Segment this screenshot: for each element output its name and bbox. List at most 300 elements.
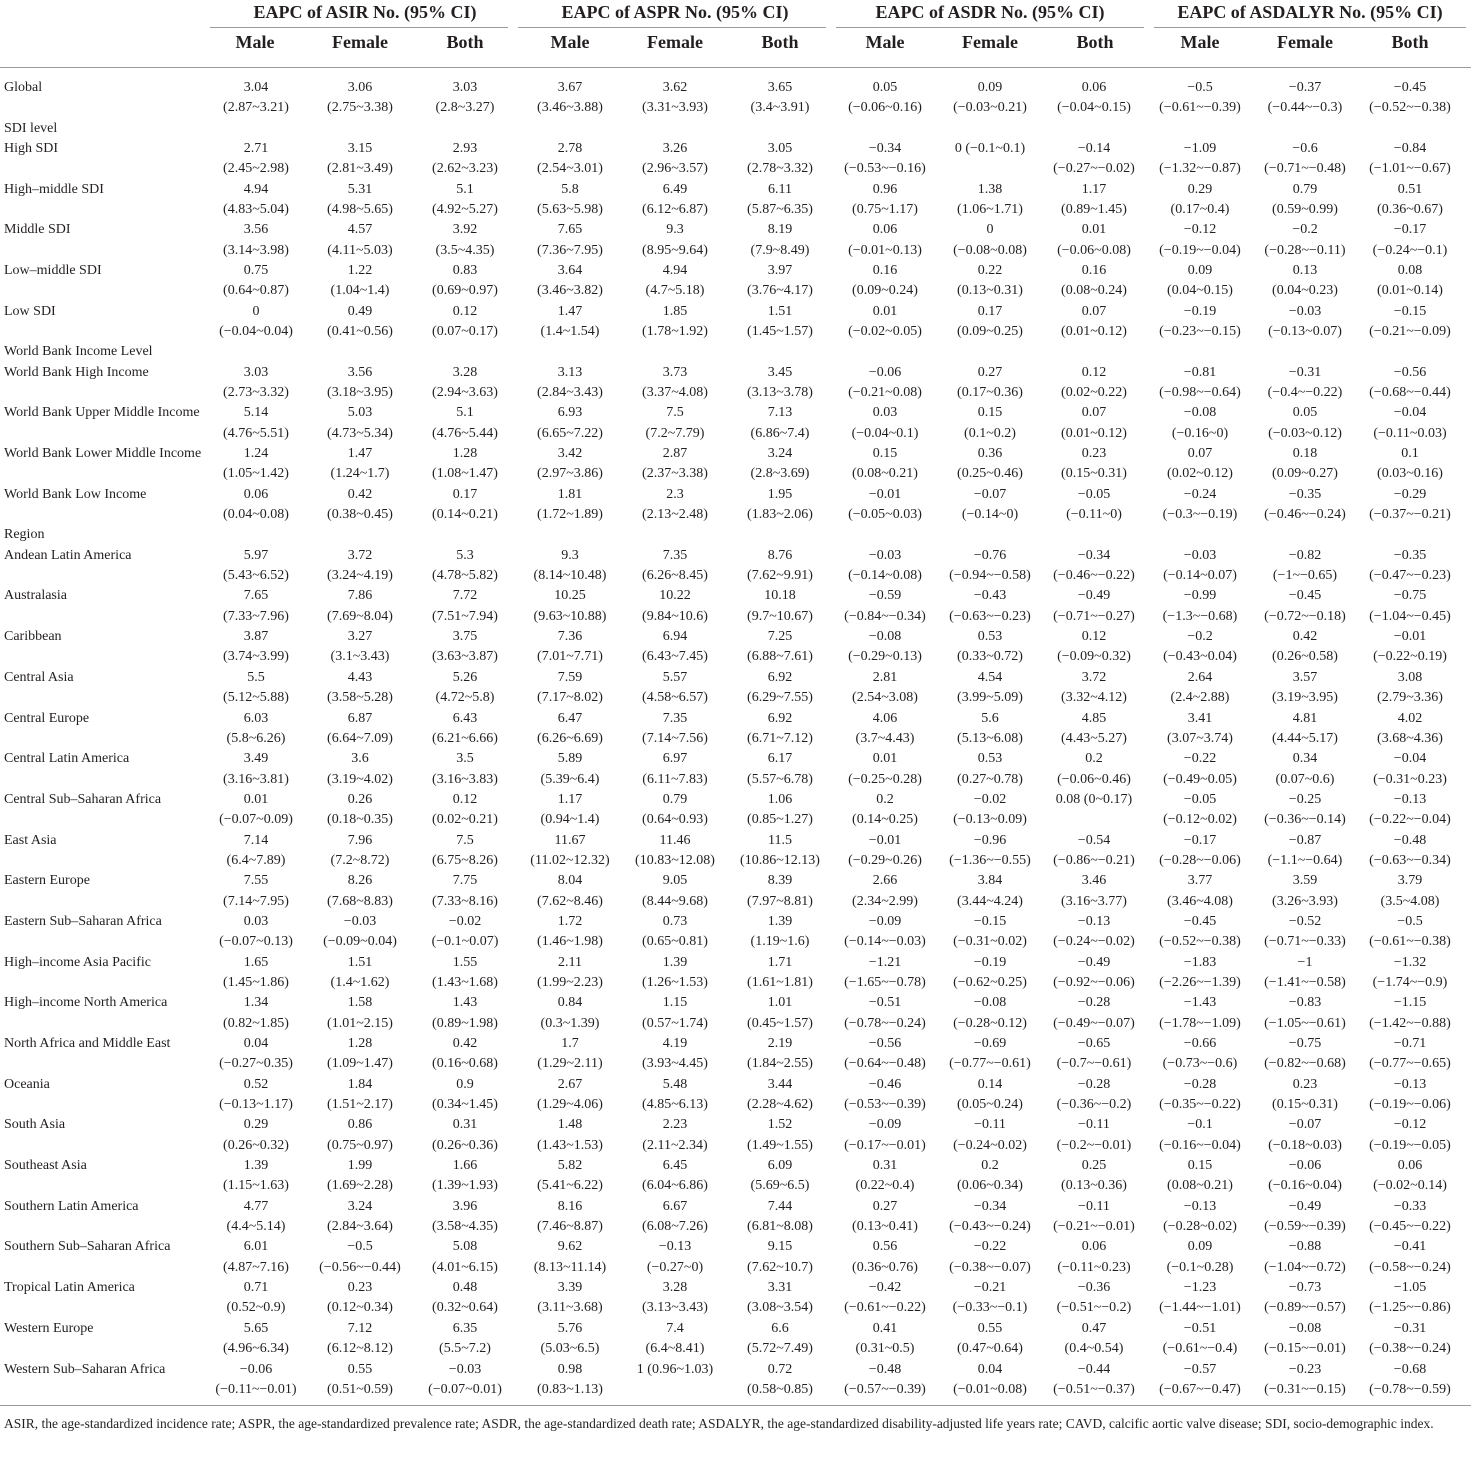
table-cell <box>620 1156 730 1197</box>
cell-ci: (−0.01~0.08) <box>953 1381 1027 1397</box>
table-cell <box>410 1237 520 1278</box>
table-cell <box>620 180 730 221</box>
cell-value: 0.75 <box>243 263 269 279</box>
cell-value: −0.45 <box>1288 588 1322 604</box>
table-cell <box>1039 1197 1149 1238</box>
table-cell <box>410 78 520 119</box>
table-cell <box>1145 1360 1255 1401</box>
cell-value: −1.32 <box>1393 954 1427 970</box>
table-cell <box>1039 627 1149 668</box>
cell-ci: (6.12~8.12) <box>327 1341 393 1357</box>
table-cell <box>725 953 835 994</box>
cell-value: 5.82 <box>557 1158 583 1174</box>
table-cell <box>201 485 311 526</box>
cell-ci: (2.8~3.69) <box>750 466 810 482</box>
table-cell <box>830 709 940 750</box>
cell-value: 3.57 <box>1292 669 1318 685</box>
table-cell <box>305 1319 415 1360</box>
cell-ci: (−0.06~0.46) <box>1057 771 1131 787</box>
cell-value: 3.96 <box>452 1198 478 1214</box>
cell-ci: (7.17~8.02) <box>537 690 603 706</box>
cell-value: 8.39 <box>767 873 793 889</box>
row-label: Andean Latin America <box>4 547 132 563</box>
cell-value: −0.51 <box>868 995 902 1011</box>
table-cell <box>515 261 625 302</box>
cell-value: 3.79 <box>1397 873 1423 889</box>
table-cell <box>1039 668 1149 709</box>
table-cell <box>1145 1237 1255 1278</box>
table-cell <box>830 1278 940 1319</box>
cell-ci: (6.21~6.66) <box>432 730 498 746</box>
table-cell <box>1355 993 1465 1034</box>
cell-value: 0.03 <box>872 405 898 421</box>
cell-value: 0.31 <box>872 1158 898 1174</box>
cell-value: 7.35 <box>662 547 688 563</box>
cell-value: 4.77 <box>243 1198 269 1214</box>
table-cell <box>620 302 730 343</box>
table-cell <box>1355 363 1465 404</box>
cell-ci: (9.84~10.6) <box>642 608 708 624</box>
table-cell <box>725 1115 835 1156</box>
table-cell <box>830 1237 940 1278</box>
table-cell <box>1355 1115 1465 1156</box>
table-cell <box>725 912 835 953</box>
table-cell <box>1355 1156 1465 1197</box>
cell-ci: (5.63~5.98) <box>537 201 603 217</box>
table-cell <box>1355 790 1465 831</box>
section-label: SDI level <box>4 120 58 136</box>
cell-value: −0.03 <box>343 913 377 929</box>
cell-ci: (0.13~0.41) <box>852 1219 918 1235</box>
cell-value: 0.07 <box>1081 405 1107 421</box>
cell-ci: (6.4~8.41) <box>645 1341 705 1357</box>
cell-value: 0.47 <box>1081 1320 1107 1336</box>
table-cell <box>935 363 1045 404</box>
row-label: North Africa and Middle East <box>4 1036 171 1052</box>
table-cell <box>201 78 311 119</box>
table-cell <box>1250 403 1360 444</box>
cell-value: 0.25 <box>1081 1158 1107 1174</box>
table-cell <box>515 831 625 872</box>
cell-value: −0.42 <box>868 1280 902 1296</box>
table-cell <box>305 78 415 119</box>
cell-value: 0.06 <box>872 222 898 238</box>
table-cell <box>1145 1197 1255 1238</box>
row-label: Western Europe <box>4 1320 94 1336</box>
table-cell <box>725 627 835 668</box>
cell-value: 0.09 <box>977 80 1003 95</box>
cell-ci: (−0.19~−0.05) <box>1369 1137 1451 1153</box>
cell-ci: (0.27~0.78) <box>957 771 1023 787</box>
cell-value: −0.54 <box>1077 832 1111 848</box>
cell-value: 4.43 <box>347 669 373 685</box>
section-header-row <box>0 342 1471 362</box>
cell-ci: (0.26~0.32) <box>223 1137 289 1153</box>
cell-value: 1.47 <box>557 303 583 319</box>
table-cell <box>935 831 1045 872</box>
cell-value: −0.19 <box>1183 303 1217 319</box>
table-cell <box>935 1075 1045 1116</box>
cell-value: 3.04 <box>243 80 269 95</box>
cell-ci: (4.85~6.13) <box>642 1097 708 1112</box>
cell-ci: (−1.25~−0.86) <box>1369 1300 1451 1316</box>
cell-ci: (−1.74~−0.9) <box>1372 974 1448 990</box>
cell-ci: (−0.57~−0.39) <box>844 1381 926 1397</box>
cell-value: 2.87 <box>662 446 688 462</box>
table-cell <box>1145 668 1255 709</box>
cell-ci: (−1.05~−0.61) <box>1264 1015 1346 1031</box>
table-cell <box>830 668 940 709</box>
cell-value: 1.51 <box>347 954 373 970</box>
table-cell <box>725 261 835 302</box>
cell-ci: (4.72~5.8) <box>435 690 495 706</box>
table-cell <box>1355 302 1465 343</box>
table-cell <box>410 363 520 404</box>
table-cell <box>1145 1156 1255 1197</box>
cell-ci: (−0.84~−0.34) <box>844 608 926 624</box>
cell-value: 0.2 <box>876 791 894 807</box>
cell-value: −1.05 <box>1393 1280 1427 1296</box>
cell-value: 0.23 <box>347 1280 373 1296</box>
cell-ci: (5.12~5.88) <box>223 690 289 706</box>
cell-value: −0.09 <box>868 913 902 929</box>
header-rule <box>0 67 1471 68</box>
cell-value: −0.13 <box>1393 791 1427 807</box>
cell-ci: (1.09~1.47) <box>327 1056 393 1072</box>
cell-ci: (7.2~7.79) <box>645 425 705 441</box>
cell-ci: (3.16~3.77) <box>1061 893 1127 909</box>
cell-value: 3.46 <box>1081 873 1107 889</box>
cell-value: 3.24 <box>347 1198 373 1214</box>
cell-ci: (0.08~0.24) <box>1061 283 1127 299</box>
cell-ci: (2.37~3.38) <box>642 466 708 482</box>
group-underline <box>210 27 508 28</box>
table-cell <box>620 139 730 180</box>
cell-value: −0.13 <box>658 1239 692 1255</box>
table-cell <box>515 1197 625 1238</box>
table-cell <box>201 1197 311 1238</box>
cell-value: 10.25 <box>554 588 586 604</box>
cell-value: 5.03 <box>347 405 373 421</box>
cell-value: −0.88 <box>1288 1239 1322 1255</box>
table-cell <box>1355 546 1465 587</box>
cell-value: 0.29 <box>1187 181 1213 197</box>
cell-ci: (−0.52~−0.38) <box>1369 100 1451 116</box>
table-row <box>0 403 1471 444</box>
table-cell <box>725 1034 835 1075</box>
table-cell <box>620 953 730 994</box>
table-cell <box>830 1319 940 1360</box>
cell-value: −0.1 <box>1187 1117 1213 1133</box>
cell-ci: (0.01~0.14) <box>1377 283 1443 299</box>
cell-value: 4.94 <box>243 181 269 197</box>
table-cell <box>515 1237 625 1278</box>
cell-value: 0.15 <box>977 405 1003 421</box>
cell-ci: (1.69~2.28) <box>327 1178 393 1194</box>
table-cell <box>410 953 520 994</box>
cell-value: −0.48 <box>868 1361 902 1377</box>
cell-value: −0.02 <box>973 791 1007 807</box>
cell-value: −0.17 <box>1393 222 1427 238</box>
table-cell <box>1145 871 1255 912</box>
cell-ci: (−0.09~0.04) <box>323 934 397 950</box>
cell-value: 3.5 <box>456 751 474 767</box>
cell-ci: (0.07~0.6) <box>1275 771 1335 787</box>
cell-ci: (−0.94~−0.58) <box>949 568 1031 584</box>
cell-ci: (9.63~10.88) <box>533 608 607 624</box>
cell-ci: (2.84~3.64) <box>327 1219 393 1235</box>
cell-ci: (−0.61~−0.22) <box>844 1300 926 1316</box>
cell-ci: (−0.71~−0.33) <box>1264 934 1346 950</box>
cell-ci: (5.57~6.78) <box>747 771 813 787</box>
cell-value: 0.09 <box>1187 1239 1213 1255</box>
cell-value: 5.6 <box>981 710 999 726</box>
cell-value: 6.43 <box>452 710 478 726</box>
cell-value: −0.36 <box>1077 1280 1111 1296</box>
cell-ci: (−1.1~−0.64) <box>1267 852 1343 868</box>
table-cell <box>620 1237 730 1278</box>
cell-ci: (7.33~8.16) <box>432 893 498 909</box>
cell-value: −0.5 <box>1397 913 1423 929</box>
cell-value: 6.93 <box>557 405 583 421</box>
table-cell <box>201 403 311 444</box>
cell-value: 6.01 <box>243 1239 269 1255</box>
cell-ci: (1.51~2.17) <box>327 1097 393 1112</box>
row-label: Central Asia <box>4 669 74 685</box>
cell-ci: (6.26~6.69) <box>537 730 603 746</box>
cell-ci: (7.62~8.46) <box>537 893 603 909</box>
cell-ci: (−0.28~−0.06) <box>1159 852 1241 868</box>
cell-ci: (7.2~8.72) <box>330 852 390 868</box>
row-label: Central Sub–Saharan Africa <box>4 791 162 807</box>
cell-value: 6.03 <box>243 710 269 726</box>
cell-ci: (3.31~3.93) <box>642 100 708 116</box>
table-cell <box>725 444 835 485</box>
cell-value: 0.9 <box>456 1076 474 1092</box>
table-cell <box>1250 485 1360 526</box>
cell-ci: (5.72~7.49) <box>747 1341 813 1357</box>
cell-value: 3.77 <box>1187 873 1213 889</box>
table-cell <box>1039 363 1149 404</box>
cell-value: 5.5 <box>247 669 265 685</box>
table-cell <box>935 709 1045 750</box>
cell-ci: (2.81~3.49) <box>327 161 393 177</box>
cell-ci: (0.94~1.4) <box>540 812 600 828</box>
table-cell <box>515 78 625 119</box>
cell-value: 7.12 <box>347 1320 373 1336</box>
cell-value: 0.79 <box>662 791 688 807</box>
row-label: Southeast Asia <box>4 1158 87 1174</box>
table-cell <box>1250 444 1360 485</box>
cell-ci: (−0.25~0.28) <box>848 771 922 787</box>
cell-ci: (5.87~6.35) <box>747 201 813 217</box>
table-cell <box>935 78 1045 119</box>
table-cell <box>725 485 835 526</box>
table-cell <box>1039 1319 1149 1360</box>
table-cell <box>1355 709 1465 750</box>
table-cell <box>410 831 520 872</box>
table-cell <box>305 261 415 302</box>
table-cell <box>830 749 940 790</box>
cell-value: 1.43 <box>452 995 478 1011</box>
cell-ci: (−0.53~−0.39) <box>844 1097 926 1112</box>
cell-value: 0.56 <box>872 1239 898 1255</box>
cell-ci: (−0.33~−0.1) <box>952 1300 1028 1316</box>
cell-ci: (−0.43~0.04) <box>1163 649 1237 665</box>
table-cell <box>305 1278 415 1319</box>
cell-ci: (4.92~5.27) <box>432 201 498 217</box>
cell-ci: (−0.1~0.28) <box>1166 1259 1234 1275</box>
table-cell <box>515 1156 625 1197</box>
cell-value: 0.05 <box>1292 405 1318 421</box>
table-cell <box>1039 1360 1149 1401</box>
cell-ci: (2.11~2.34) <box>642 1137 708 1153</box>
cell-ci: (1.43~1.53) <box>537 1137 603 1153</box>
table-cell <box>1145 78 1255 119</box>
table-cell <box>1039 261 1149 302</box>
table-cell <box>1145 261 1255 302</box>
cell-value: 1.85 <box>662 303 688 319</box>
table-cell <box>410 302 520 343</box>
cell-ci: (−0.18~0.03) <box>1268 1137 1342 1153</box>
cell-ci: (−0.4~−0.22) <box>1267 385 1343 401</box>
cell-value: 3.84 <box>977 873 1003 889</box>
cell-value: −0.44 <box>1077 1361 1111 1377</box>
cell-ci: (0.75~0.97) <box>327 1137 393 1153</box>
table-cell <box>1039 1278 1149 1319</box>
cell-ci: (0.82~1.85) <box>223 1015 289 1031</box>
table-cell <box>410 1360 520 1401</box>
cell-ci: (0.47~0.64) <box>957 1341 1023 1357</box>
cell-ci: (1.45~1.86) <box>223 974 289 990</box>
cell-ci: (0.4~0.54) <box>1064 1341 1124 1357</box>
cell-ci: (−0.07~0.13) <box>219 934 293 950</box>
cell-value: −0.06 <box>868 364 902 380</box>
cell-ci: (−0.62~0.25) <box>953 974 1027 990</box>
subheader-male: Male <box>550 32 590 52</box>
cell-ci: (7.62~10.7) <box>747 1259 813 1275</box>
cell-ci: (0.64~0.87) <box>223 283 289 299</box>
cell-value: 0.31 <box>452 1117 478 1133</box>
table-cell <box>725 139 835 180</box>
table-cell <box>935 180 1045 221</box>
cell-ci: (0.04~0.23) <box>1272 283 1338 299</box>
cell-ci: (−0.44~−0.3) <box>1267 100 1343 116</box>
subheader-female: Female <box>1277 32 1333 52</box>
table-cell <box>410 1034 520 1075</box>
table-cell <box>305 363 415 404</box>
cell-ci: (−0.08~0.08) <box>953 242 1027 258</box>
table-cell <box>1250 953 1360 994</box>
cell-value: −0.11 <box>1078 1198 1110 1214</box>
cell-value: 0.72 <box>767 1361 793 1377</box>
cell-ci: (3.16~3.81) <box>223 771 289 787</box>
cell-ci: (0.52~0.9) <box>226 1300 286 1316</box>
cell-ci: (0.14~0.21) <box>432 507 498 523</box>
table-cell <box>935 546 1045 587</box>
cell-ci: (3.32~4.12) <box>1061 690 1127 706</box>
cell-ci: (6.4~7.89) <box>226 852 286 868</box>
cell-value: −0.11 <box>1078 1117 1110 1133</box>
row-label: Tropical Latin America <box>4 1280 135 1296</box>
cell-ci: (−0.61~−0.4) <box>1162 1341 1238 1357</box>
cell-value: −0.35 <box>1288 486 1322 502</box>
cell-value: −0.04 <box>1393 751 1427 767</box>
table-cell <box>1145 444 1255 485</box>
table-cell <box>305 1237 415 1278</box>
table-cell <box>1039 1075 1149 1116</box>
table-cell <box>305 831 415 872</box>
table-cell <box>620 749 730 790</box>
cell-value: −0.34 <box>868 140 902 156</box>
table-cell <box>1355 953 1465 994</box>
cell-ci: (0.17~0.36) <box>957 385 1023 401</box>
table-cell <box>305 668 415 709</box>
table-cell <box>1355 220 1465 261</box>
table-cell <box>410 749 520 790</box>
cell-ci: (1.72~1.89) <box>537 507 603 523</box>
cell-ci: (−0.29~0.13) <box>848 649 922 665</box>
cell-value: 6.17 <box>767 751 793 767</box>
cell-ci: (0.08~0.21) <box>1167 1178 1233 1194</box>
cell-value: 7.72 <box>452 588 478 604</box>
cell-value: 6.87 <box>347 710 373 726</box>
table-cell <box>830 485 940 526</box>
group-underline <box>518 27 826 28</box>
table-cell <box>1039 993 1149 1034</box>
cell-ci: (8.14~10.48) <box>533 568 607 584</box>
subheader-male: Male <box>865 32 905 52</box>
cell-value: −0.03 <box>448 1361 482 1377</box>
cell-value: 1.24 <box>243 446 269 462</box>
cell-value: 0.17 <box>977 303 1003 319</box>
cell-value: −0.06 <box>1288 1158 1322 1174</box>
cell-ci: (7.62~9.91) <box>747 568 813 584</box>
table-cell <box>830 403 940 444</box>
cell-ci: (−0.12~0.02) <box>1163 812 1237 828</box>
cell-value: 10.18 <box>764 588 796 604</box>
cell-ci: (4.7~5.18) <box>645 283 705 299</box>
table-cell <box>410 444 520 485</box>
cell-value: 3.06 <box>347 80 373 95</box>
cell-value: 3.67 <box>557 80 583 95</box>
cell-ci: (−0.14~−0.03) <box>844 934 926 950</box>
table-cell <box>1250 180 1360 221</box>
cell-value: −0.28 <box>1183 1076 1217 1092</box>
cell-value: 0.06 <box>1081 80 1107 95</box>
cell-ci: (−0.36~−0.2) <box>1056 1097 1132 1112</box>
cell-value: 5.26 <box>452 669 478 685</box>
cell-ci: (0.36~0.67) <box>1377 201 1443 217</box>
cell-ci: (3.74~3.99) <box>223 649 289 665</box>
cell-ci: (0.31~0.5) <box>855 1341 915 1357</box>
table-cell <box>620 831 730 872</box>
cell-value: 0.17 <box>452 486 478 502</box>
cell-value: 3.75 <box>452 629 478 645</box>
cell-ci: (−0.06~0.08) <box>1057 242 1131 258</box>
cell-ci: (3.37~4.08) <box>642 385 708 401</box>
cell-ci: (−0.22~0.19) <box>1373 649 1447 665</box>
cell-ci: (3.13~3.43) <box>642 1300 708 1316</box>
cell-value: 3.28 <box>662 1280 688 1296</box>
cell-ci: (−0.45~−0.22) <box>1369 1219 1451 1235</box>
table-cell <box>1250 1034 1360 1075</box>
cell-value: 11.5 <box>768 832 792 848</box>
section-header-row <box>0 119 1471 139</box>
cell-value: −0.07 <box>973 486 1007 502</box>
cell-value: 0.48 <box>452 1280 478 1296</box>
cell-ci: (−0.24~−0.02) <box>1053 934 1135 950</box>
